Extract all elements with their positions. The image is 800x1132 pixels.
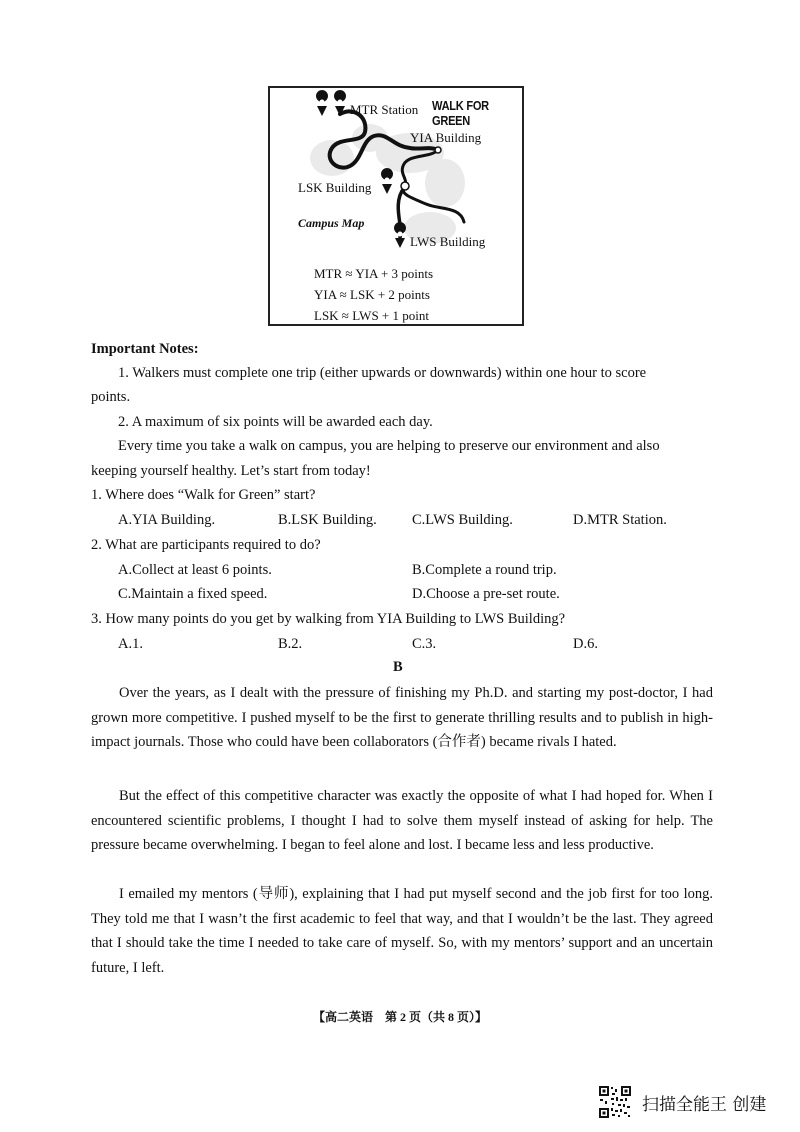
page-footer: 【高二英语 第 2 页（共 8 页）】 bbox=[312, 1010, 487, 1024]
question-3-option-d: D.6. bbox=[573, 636, 598, 652]
question-3-stem: 3. How many points do you get by walking from YIA Building to LWS Building? bbox=[91, 611, 566, 627]
section-b-heading: B bbox=[393, 659, 403, 675]
map-rule-1: MTR ≈ YIA + 3 points bbox=[314, 266, 434, 281]
question-2-option-d: D.Choose a pre-set route. bbox=[412, 586, 560, 602]
scanner-watermark: 扫描全能王 创建 bbox=[642, 1095, 767, 1115]
notes-closing-line-2: keeping yourself healthy. Let’s start from today! bbox=[91, 463, 371, 479]
map-rule-2: YIA ≈ LSK + 2 points bbox=[314, 287, 430, 302]
question-3-option-a: A.1. bbox=[118, 636, 143, 652]
question-1-option-b: B.LSK Building. bbox=[278, 512, 377, 528]
map-title: WALK FOR GREEN bbox=[432, 98, 489, 128]
question-1-option-a: A.YIA Building. bbox=[118, 512, 216, 528]
map-rule-3: LSK ≈ LWS + 1 point bbox=[314, 308, 429, 323]
notes-heading: Important Notes: bbox=[91, 341, 199, 357]
map-caption: Campus Map bbox=[298, 216, 365, 230]
question-2-option-b: B.Complete a round trip. bbox=[412, 562, 557, 578]
note-1-line-2: points. bbox=[91, 389, 131, 405]
map-label-mtr: MTR Station bbox=[350, 102, 419, 117]
question-1-stem: 1. Where does “Walk for Green” start? bbox=[91, 487, 316, 503]
note-1-line-1: 1. Walkers must complete one trip (either upwards or downwards) within one hour to score bbox=[118, 365, 647, 381]
question-1-option-d: D.MTR Station. bbox=[573, 512, 667, 528]
map-label-lsk: LSK Building bbox=[298, 180, 372, 195]
location-pin-icon bbox=[381, 168, 393, 194]
question-2-option-c: C.Maintain a fixed speed. bbox=[118, 586, 268, 602]
section-b-paragraph-1: Over the years, as I dealt with the pressure of finishing my Ph.D. and starting my post-doctor, I had grown more competitive. I pushed myself to be the first to generate thrilling results and to publish in high-impact journals. Those who could have been collaborators (合作者) became rivals I hated. bbox=[91, 685, 713, 750]
campus-map-figure bbox=[268, 86, 524, 326]
section-b-paragraph-3: I emailed my mentors (导师), explaining that I had put myself second and the job first for too long. They told me that I wasn’t the first academic to feel that way, and that I wouldn’t be the last. They agreed that I should take the time I needed to take care of myself. So, with my mentors’ support and an uncertain future, I left. bbox=[91, 886, 713, 976]
question-1-option-c: C.LWS Building. bbox=[412, 512, 513, 528]
location-pin-icon bbox=[394, 222, 406, 248]
note-2: 2. A maximum of six points will be awarded each day. bbox=[118, 414, 433, 430]
qr-code-icon bbox=[598, 1085, 632, 1119]
map-label-lws: LWS Building bbox=[410, 234, 486, 249]
question-3-option-c: C.3. bbox=[412, 636, 437, 652]
map-label-yia: YIA Building bbox=[410, 130, 482, 145]
location-pin-icon bbox=[316, 90, 328, 116]
question-2-option-a: A.Collect at least 6 points. bbox=[118, 562, 272, 578]
question-2-stem: 2. What are participants required to do? bbox=[91, 537, 321, 553]
question-3-option-b: B.2. bbox=[278, 636, 303, 652]
section-b-paragraph-2: But the effect of this competitive character was exactly the opposite of what I had hoped for. When I encountered scientific problems, I thought I had to solve them myself instead of asking for help. The pressure became overwhelming. I began to feel alone and lost. I became less and less productive. bbox=[91, 788, 713, 853]
notes-closing-line-1: Every time you take a walk on campus, you are helping to preserve our environment and also bbox=[118, 438, 660, 454]
